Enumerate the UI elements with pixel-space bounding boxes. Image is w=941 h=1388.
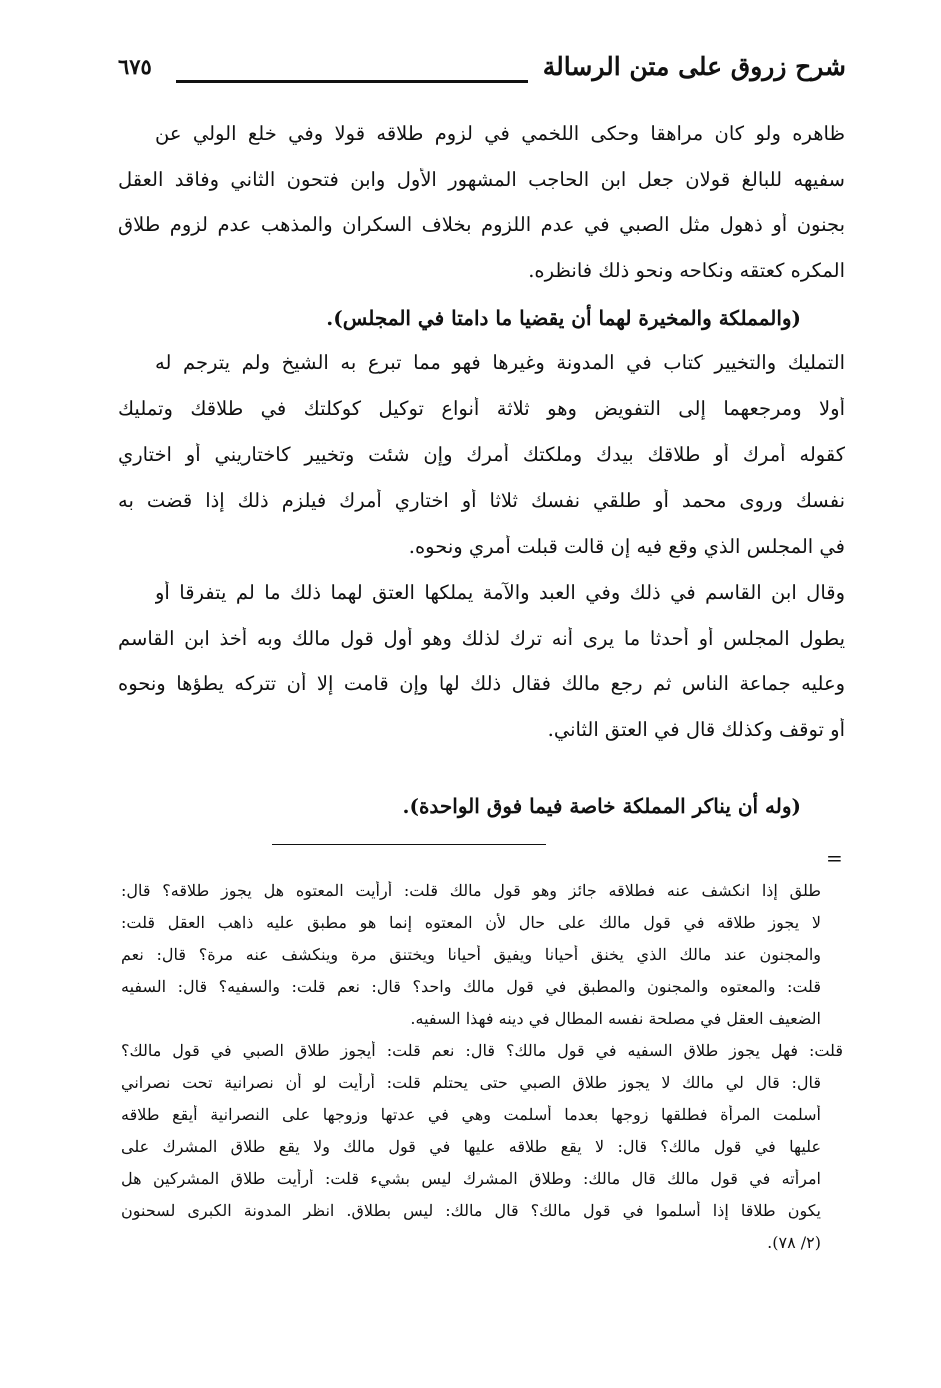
footnote-line: والمجنون عند مالك الذي يخنق أحيانا ويفيق أحيانا ويختنق مرة وينكشف عنه مرة؟ قال: نعم <box>121 945 821 964</box>
footnote-rule <box>272 844 546 845</box>
body-line: ظاهره ولو كان مراهقا وحكى اللخمي في لزوم طلاقه قولا وفي خلع الولي عن <box>155 122 845 145</box>
section-heading: (وله أن يناكر المملكة خاصة فيما فوق الواحدة). <box>402 794 801 818</box>
body-line: أو توقف وكذلك قال في العتق الثاني. <box>547 718 845 741</box>
page-number: ٦٧٥ <box>118 54 152 79</box>
footnote-line: طلق إذا انكشف عنه فطلاقه جائز وهو قول مالك قلت: أرأيت المعتوه هل يجوز طلاقه؟ قال: <box>121 881 821 900</box>
body-line: وقال ابن القاسم في ذلك وفي العبد والآمة يملكها العتق لهما ذلك ما لم يتفرقا أو <box>155 581 845 604</box>
body-line: أولا ومرجعهما إلى التفويض وهو ثلاثة أنواع توكيل كوكلتك في طلاقك وتمليك <box>118 397 845 420</box>
footnote-line: أسلمت المرأة فطلقها زوجها بعدما أسلمت وهي في عدتها وزوجها على النصرانية أيقع طلاقه <box>121 1105 821 1124</box>
footnote-line: امرأته في قول مالك قال مالك: وطلاق المشرك ليس بشيء قلت: أرأيت طلاق المشركين هل <box>121 1169 821 1188</box>
body-line: بجنون أو ذهول مثل الصبي في عدم اللزوم بخلاف السكران والمذهب عدم لزوم طلاق <box>118 213 845 236</box>
footnote-line: قلت: فهل يجوز طلاق السفيه في قول مالك؟ قال: نعم قلت: أيجوز طلاق الصبي في قول مالك؟ <box>121 1041 843 1060</box>
header-rule <box>176 80 528 83</box>
body-line: نفسك وروى محمد أو طلقي نفسك ثلاثا أو اختاري أمرك فيلزم ذلك إذا قضت به <box>118 489 845 512</box>
body-line: وعليه جماعة الناس ثم رجع مالك فقال ذلك لها وإن قامت إلا أن تتركه يطؤها ونحوه <box>118 672 845 695</box>
body-line: كقوله أمرك أو طلاقك بيدك وملكتك أمرك وإن شئت وتخيير كاختاريني أو اختاري <box>118 443 845 466</box>
footnote-line: الضعيف العقل في مصلحة نفسه المطال في دينه فهذا السفيه. <box>410 1009 821 1028</box>
body-line: التمليك والتخيير كتاب في المدونة وغيرها فهو مما تبرع به الشيخ ولم يترجم له <box>155 351 845 374</box>
footnote-line: قال: قال لي مالك لا يجوز طلاق الصبي حتى يحتلم قلت: أرأيت لو أن نصرانية تحت نصراني <box>121 1073 821 1092</box>
body-line: في المجلس الذي وقع فيه إن قالت قبلت أمري ونحوه. <box>408 535 845 558</box>
body-line: المكره كعتقه ونكاحه ونحو ذلك فانظره. <box>528 259 845 282</box>
section-heading: (والمملكة والمخيرة لهما أن يقضيا ما دامتا في المجلس). <box>326 306 801 330</box>
footnote-line: يكون طلاقا إذا أسلموا في قول مالك؟ قال مالك: ليس بطلاق. انظر المدونة الكبرى لسحنون <box>121 1201 821 1220</box>
footnote-line: (٢/ ٧٨). <box>767 1233 821 1252</box>
body-line: يطول المجلس أو أحدثا ما يرى أنه ترك لذلك وهو أول قول مالك وبه أخذ ابن القاسم <box>118 627 845 650</box>
running-header <box>118 52 846 92</box>
book-title: شرح زروق على متن الرسالة <box>542 52 846 81</box>
footnote-line: لا يجوز طلاقه في قول مالك على حال لأن المعتوه إنما هو مطبق عليه ذاهب العقل قلت: <box>121 913 821 932</box>
footnote-continuation-marker: = <box>826 846 843 870</box>
footnote-line: عليها في قول مالك؟ قال: لا يقع طلاقه عليها في قول مالك ولا يقع طلاق المشرك على <box>121 1137 821 1156</box>
footnote-line: قلت: والمعتوه والمجنون والمطبق في قول مالك واحد؟ قال: نعم قلت: والسفيه؟ قال: السفيه <box>121 977 821 996</box>
body-line: سفيهه للبالغ قولان جعل ابن الحاجب المشهور الأول وابن فتحون الثاني وفاقد العقل <box>118 168 845 191</box>
